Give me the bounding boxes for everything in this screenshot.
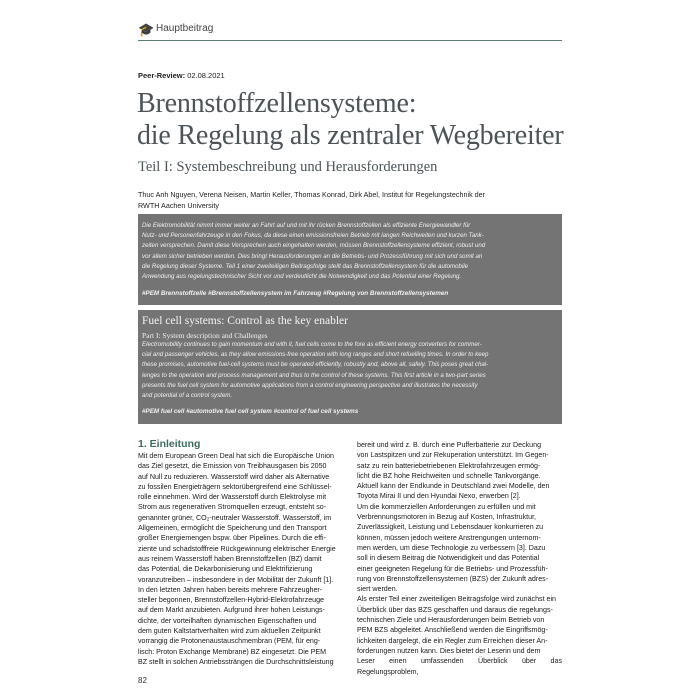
graduation-cap-icon: 🎓 xyxy=(138,22,155,37)
author-list xyxy=(138,189,558,211)
body-text-line: Als erster Teil einer zweiteiligen Beitragsfolge wird zunächst ein xyxy=(357,595,556,604)
body-text-line: aus reinem Wasserstoff haben Brennstoffzellen (BZ) damit xyxy=(138,554,322,563)
body-text-line: soll in diesem Beitrag die Notwendigkeit und das Potential xyxy=(357,554,540,563)
body-text-line: Strom aus regenerativen Stromquellen erzeugt, entsteht so- xyxy=(138,503,327,512)
article-subtitle: Teil I: Systembeschreibung und Herausforderungen xyxy=(138,159,438,175)
body-text-line: einer geeigneten Regelung für die Betriebs- und Prozessfüh- xyxy=(357,564,548,573)
body-text-line: Leser einen umfassenden Überblick über das Regelungsproblem, xyxy=(357,657,562,676)
abstract-box xyxy=(138,214,562,424)
body-text-line: lisch: Proton Exchange Membrane) BZ eingesetzt. Die PEM xyxy=(138,647,327,656)
body-text-line: vorrangig die Protonenaustauschmembran (PEM, für eng- xyxy=(138,637,321,646)
body-text-line: BZ stellt in solchen Antriebssträngen die Durchschnittsleistung xyxy=(138,657,334,666)
body-text-line: In den letzten Jahren haben bereits mehrere Fahrzeugher- xyxy=(138,585,323,594)
body-column-right xyxy=(357,440,562,677)
body-text-line: großer Energiemengen bspw. über Pipelines. Durch die effi- xyxy=(138,534,326,543)
abstract-en-line: cial and passenger vehicles, as they allow emissions-free operation with long ranges and short refuelling times. In order to keep xyxy=(142,351,489,359)
body-text-line: rung von Brennstoffzellensystemen (BZS) der Zukunft adres- xyxy=(357,574,549,583)
category-label: Hauptbeitrag xyxy=(156,23,214,34)
body-text-line: licht die BZ hohe Reichweiten und schnelle Tankvorgänge. xyxy=(357,471,541,480)
abstract-de-line: Anwendung aus regelungstechnischer Sicht vor und verdeutlicht die Notwendigkeit und das Potential einer Regelung. xyxy=(142,273,462,281)
body-text-line: Zuverlässigkeit, Leistung und Lebensdauer konkurrieren zu xyxy=(357,523,544,532)
body-text-line: siert werden. xyxy=(357,585,398,594)
english-subtitle: Part I: System description and Challenges xyxy=(142,331,268,340)
abstract-english xyxy=(142,340,558,401)
body-text-line: können, müssen jedoch weitere Anstrengungen unternom- xyxy=(357,533,541,542)
abstract-german xyxy=(142,221,558,282)
abstract-de-line: zeiten versprechen. Damit diese Versprechen auch eingehalten werden, müssen Brennstoffzellensysteme effizient, robust und xyxy=(142,242,486,250)
body-text-line: forderungen nutzen kann. Dies bietet der Leserin und dem xyxy=(357,646,541,655)
body-text-line: satz zu rein batteriebetriebenen Elektrofahrzeugen ermög- xyxy=(357,461,541,470)
title-line-1: Brennstoffzellensysteme: xyxy=(137,88,417,119)
abstract-de-line: vor allem sicher betrieben werden. Dies bringt Herausforderungen an die Betriebs- und Prozessführung mit sich und somit an xyxy=(142,252,483,260)
right-column-text xyxy=(357,440,562,677)
body-column-left xyxy=(138,438,343,667)
body-text-line: zu fossilen Energieträgern sektorübergreifend eine Schlüssel- xyxy=(138,482,332,491)
body-text-line: Allgemeinen, ermöglicht die Speicherung und den Transport xyxy=(138,524,327,533)
left-column-text xyxy=(138,451,343,667)
authors-line-1: Thuc Anh Nguyen, Verena Neisen, Martin Keller, Thomas Konrad, Dirk Abel, Institut für Regelungstechnik der xyxy=(138,190,486,199)
body-text-line: Toyota Mirai II und den Hyundai Nexo, erwerben [2]. xyxy=(357,492,521,501)
body-text-line: rolle einnehmen. Wird der Wasserstoff durch Elektrolyse mit xyxy=(138,493,327,502)
abstract-de-line: die Regelung dieser Systeme. Teil 1 einer zweiteiligen Beitragsfolge stellt das Brennstoffzellensystem für die automobile xyxy=(142,262,469,270)
abstract-de-line: Die Elektromobilität nimmt immer weiter an Fahrt auf und mit ihr rücken Brennstoffzellen als effiziente Energiewandler für xyxy=(142,222,471,229)
title-line-2: die Regelung als zentraler Wegbereiter xyxy=(137,120,564,151)
body-text-line: lichkeiten dargelegt, die ein Regler zum Erreichen dieser An- xyxy=(357,636,548,645)
review-meta xyxy=(138,71,225,80)
body-text-line: genannter grüner, CO₂-neutraler Wasserstoff. Wasserstoff, im xyxy=(138,513,332,522)
body-text-line: bereit und wird z. B. durch eine Pufferbatterie zur Deckung xyxy=(357,441,542,449)
abstract-en-line: presents the fuel cell system for automotive applications from a control engineering perspective and illustrates the necessity xyxy=(142,381,478,389)
body-text-line: auf Null zu reduzieren. Wasserstoff wird daher als Alternative xyxy=(138,472,330,481)
body-text-line: das Potential, die Dekarbonisierung und Elektrifizierung xyxy=(138,565,313,574)
page-number: 82 xyxy=(138,676,147,685)
body-text-line: PEM BZS abgeleitet. Anschließend werden die Eingriffsmög- xyxy=(357,626,548,635)
body-text-line: steller begonnen, Brennstoffzellen-Hybrid-Elektrofahrzeuge xyxy=(138,596,324,605)
body-text-line: das Ziel gesetzt, die Emission von Treibhausgasen bis 2050 xyxy=(138,462,327,471)
section-heading: 1. Einleitung xyxy=(138,438,201,450)
tags-english: #PEM fuel cell #automotive fuel cell system #control of fuel cell systems xyxy=(142,408,359,415)
body-text-line: Überblick über das BZS geschaffen und daraus die regelungs- xyxy=(357,605,553,614)
body-text-line: Verbrennungsmotoren in Bezug auf Kosten, Infrastruktur, xyxy=(357,513,537,522)
review-label: Peer-Review: xyxy=(138,71,186,80)
abstract-en-line: lenges to the operation and process management and thus to the control of these systems. This first article in a two-part series xyxy=(142,371,486,379)
abstract-divider xyxy=(138,305,562,310)
tags-german: #PEM Brennstoffzelle #Brennstoffzellensystem im Fahrzeug #Regelung von Brennstoffzellensystemen xyxy=(142,290,449,297)
abstract-en-line: and potential of a control system. xyxy=(142,392,233,400)
body-text-line: auf dem Markt anzubieten. Aufgrund ihrer hohen Leistungs- xyxy=(138,606,325,615)
authors-line-2: RWTH Aachen University xyxy=(138,201,219,210)
body-text-line: men werden, um diese Technologie zu verbessern [3]. Dazu xyxy=(357,543,546,552)
article-title xyxy=(137,88,577,152)
abstract-en-line: these promises, automotive fuel-cell systems must be operated efficiently, robustly and, above all, safely. This poses great chal- xyxy=(142,361,489,369)
body-text-line: Um die kommerziellen Anforderungen zu erfüllen und mit xyxy=(357,502,536,511)
abstract-en-line: Electromobility continues to gain momentum and with it, fuel cells come to the fore as efficient energy converters for commer- xyxy=(142,341,482,348)
body-text-line: dem guten Kaltstartverhalten wird zum aktuellen Zeitpunkt xyxy=(138,627,321,636)
body-text-line: technischen Ziele und Herausforderungen beim Betrieb von xyxy=(357,616,545,625)
body-text-line: Mit dem European Green Deal hat sich die Europäische Union xyxy=(138,452,334,460)
english-title: Fuel cell systems: Control as the key enabler xyxy=(142,315,348,327)
body-text-line: voranzutreiben – insbesondere in der Mobilität der Zukunft [1]. xyxy=(138,575,334,584)
abstract-de-line: Nutz- und Personenfahrzeuge in den Fokus, da diese einen emissionsfreien Betrieb mit langen Reichweiten und kurzen Tank- xyxy=(142,232,484,240)
body-text-line: dichte, der vorteilhaften dynamischen Eigenschaften und xyxy=(138,616,317,625)
body-text-line: von Lastspitzen und zur Rekuperation unterstützt. Im Gegen- xyxy=(357,451,549,460)
header-bar xyxy=(138,21,562,41)
review-date: 02.08.2021 xyxy=(185,71,225,80)
body-text-line: Aktuell kann der Endkunde in Deutschland zwei Modelle, den xyxy=(357,482,550,491)
body-text-line: ziente und schadstofffreie Rückgewinnung elektrischer Energie xyxy=(138,544,336,553)
